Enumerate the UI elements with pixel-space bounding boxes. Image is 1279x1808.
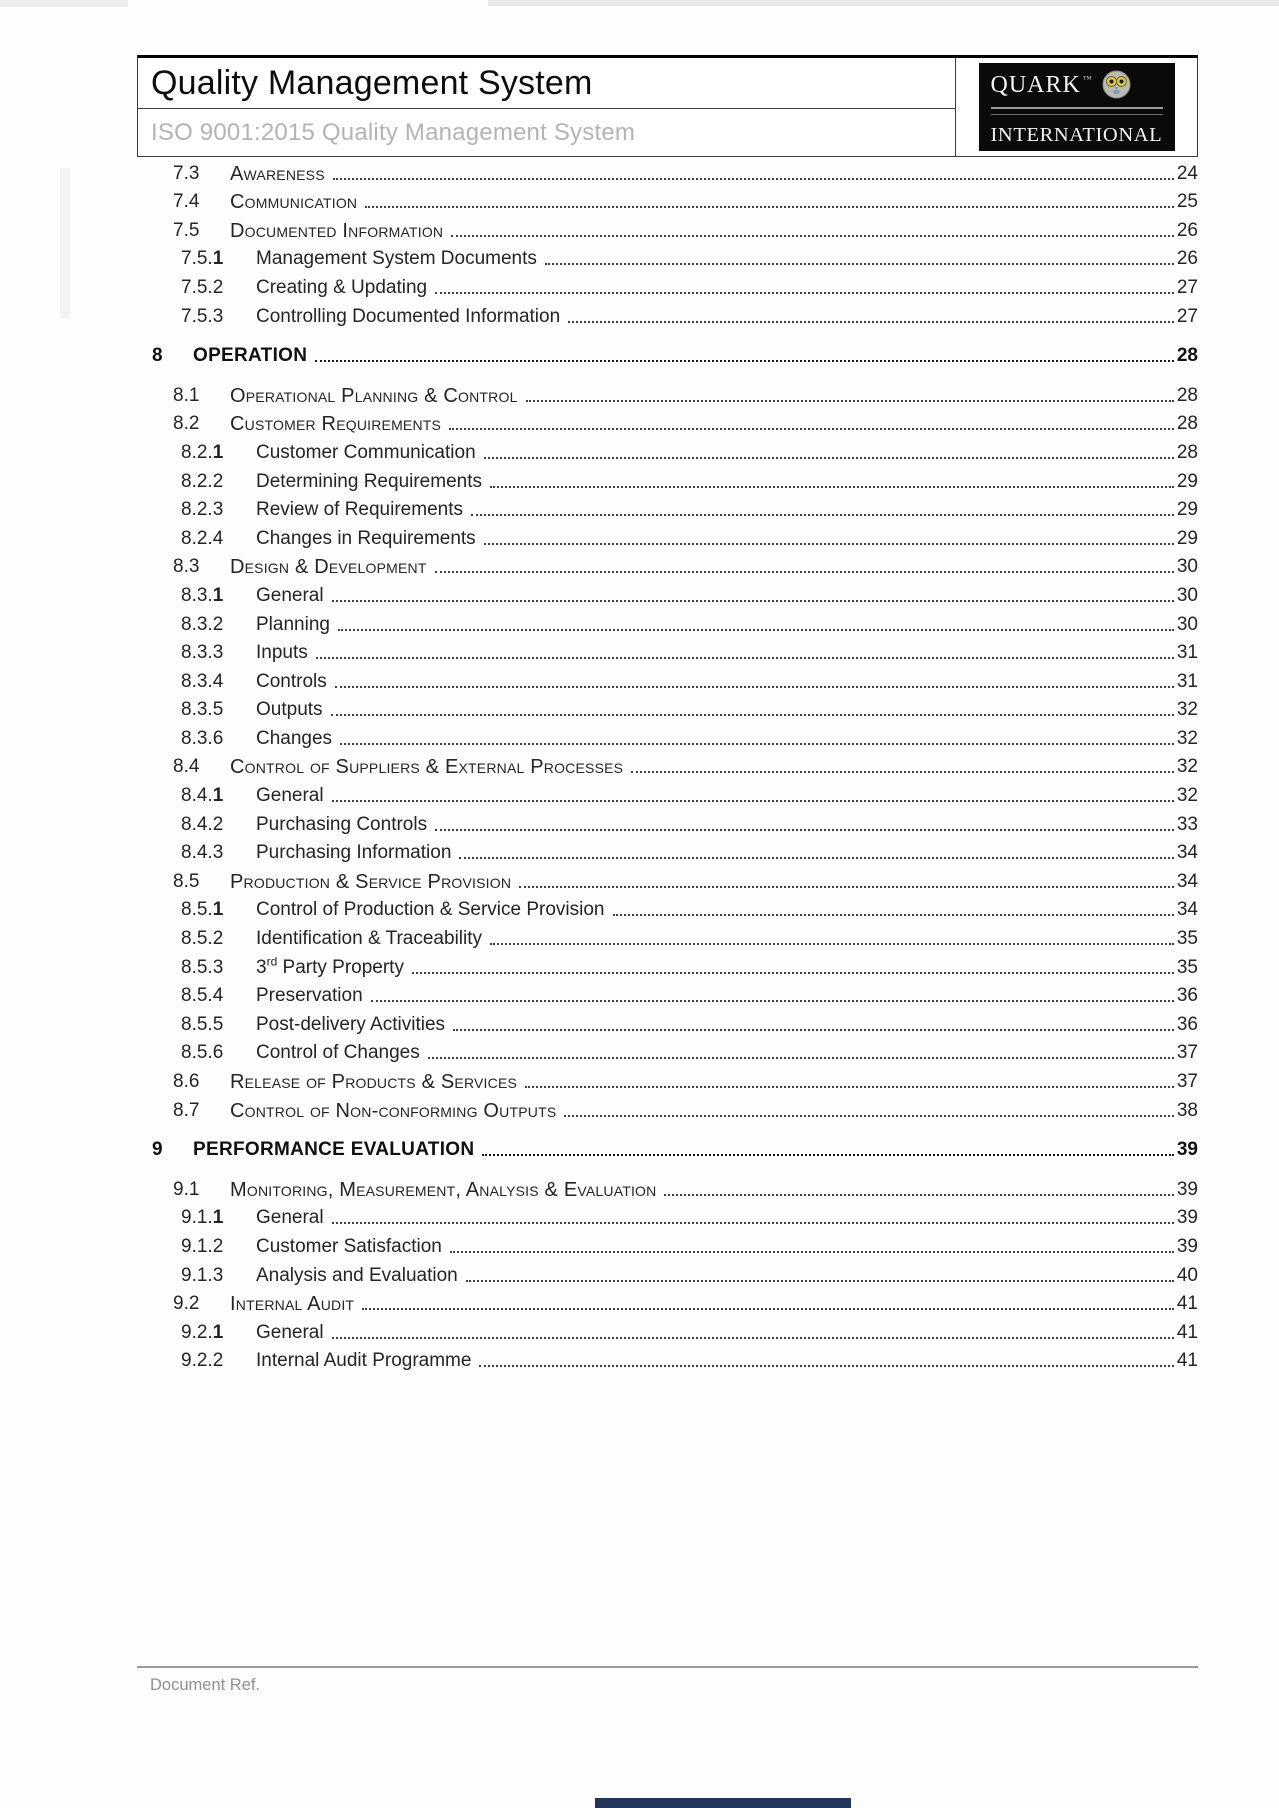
toc-entry-page: 39 <box>1176 1139 1198 1161</box>
toc-entry-page: 30 <box>1176 556 1198 578</box>
toc-leader-dots <box>315 358 1174 362</box>
toc-entry-title: Monitoring, Measurement, Analysis & Evaluation <box>230 1178 657 1201</box>
toc-entry <box>137 1289 1198 1318</box>
toc-entry-page: 30 <box>1176 613 1198 635</box>
trademark-symbol: ™ <box>1082 73 1092 84</box>
header-title-cell <box>138 58 956 109</box>
toc-entry-number: 8.2.4 <box>181 527 224 549</box>
toc-entry-page: 27 <box>1176 276 1198 298</box>
toc-entry-page: 29 <box>1176 499 1198 521</box>
logo-divider <box>991 107 1163 115</box>
toc-leader-dots <box>428 1055 1174 1059</box>
toc-entry <box>137 752 1198 781</box>
toc-entry-page: 39 <box>1176 1178 1198 1200</box>
toc-leader-dots <box>332 1335 1174 1339</box>
toc-entry <box>137 1038 1198 1067</box>
toc-entry-number: 7.5.2 <box>181 276 224 298</box>
toc-entry <box>137 1346 1198 1375</box>
toc-leader-dots <box>484 541 1174 545</box>
toc-entry-title: Operational Planning & Control <box>230 384 518 407</box>
toc-entry-number: 8.2.3 <box>181 499 224 521</box>
toc-entry-title: Review of Requirements <box>256 499 463 521</box>
toc-entry <box>137 1317 1198 1346</box>
toc-entry-number: 8.5 <box>173 870 200 892</box>
toc-leader-dots <box>479 1363 1173 1367</box>
bottom-page-bar <box>595 1798 851 1808</box>
toc-entry-number: 8.2 <box>173 413 200 435</box>
toc-leader-dots <box>451 233 1174 237</box>
toc-leader-dots <box>333 176 1174 180</box>
toc-entry-page: 39 <box>1176 1235 1198 1257</box>
toc-leader-dots <box>490 484 1174 488</box>
toc-entry-title: Purchasing Controls <box>256 813 428 835</box>
toc-entry-number: 8.5.4 <box>181 985 224 1007</box>
toc-entry <box>137 341 1198 370</box>
toc-entry-page: 28 <box>1176 345 1198 367</box>
toc-leader-dots <box>664 1192 1173 1196</box>
toc-entry-page: 28 <box>1176 413 1198 435</box>
toc-entry-title: General <box>256 1207 324 1229</box>
toc-entry-title: 3rd Party Property <box>256 954 404 978</box>
toc-entry <box>137 409 1198 438</box>
toc-entry-number: 9.1 <box>173 1178 200 1200</box>
toc-leader-dots <box>331 712 1174 716</box>
toc-entry <box>137 780 1198 809</box>
toc-entry-number: 8.7 <box>173 1099 200 1121</box>
toc-entry <box>137 895 1198 924</box>
toc-entry <box>137 158 1198 187</box>
toc-entry-page: 30 <box>1176 584 1198 606</box>
page-subtitle: ISO 9001:2015 Quality Management System <box>151 118 636 146</box>
document-header <box>137 55 1198 157</box>
toc-entry <box>137 437 1198 466</box>
toc-entry-number: 8.3 <box>173 556 200 578</box>
toc-entry-page: 33 <box>1176 813 1198 835</box>
toc-entry-page: 27 <box>1176 305 1198 327</box>
toc-entry-number: 8.4.3 <box>181 842 224 864</box>
toc-entry-number: 7.3 <box>173 162 200 184</box>
toc-entry <box>137 466 1198 495</box>
toc-entry <box>137 666 1198 695</box>
toc-leader-dots <box>435 827 1174 831</box>
toc-entry-title: Changes in Requirements <box>256 527 476 549</box>
toc-entry-number: 8 <box>152 345 163 367</box>
toc-entry-title: Management System Documents <box>256 248 537 270</box>
toc-entry <box>137 1260 1198 1289</box>
toc-entry-title: Analysis and Evaluation <box>256 1264 458 1286</box>
toc-entry-number: 8.6 <box>173 1071 200 1092</box>
toc-entry <box>137 1135 1198 1164</box>
toc-entry <box>137 609 1198 638</box>
header-logo-cell <box>956 58 1197 156</box>
toc-entry <box>137 272 1198 301</box>
toc-entry-page: 41 <box>1176 1321 1198 1343</box>
toc-leader-dots <box>338 627 1174 631</box>
toc-entry-title: General <box>256 584 324 606</box>
toc-entry-number: 8.5.6 <box>181 1042 224 1064</box>
toc-entry-number: 9.1.1 <box>181 1207 224 1229</box>
toc-entry <box>137 580 1198 609</box>
toc-entry-title: Changes <box>256 727 333 749</box>
header-subtitle-cell <box>138 109 956 156</box>
toc-entry <box>137 809 1198 838</box>
toc-entry-page: 39 <box>1176 1207 1198 1229</box>
toc-entry-page: 40 <box>1176 1264 1198 1286</box>
toc-entry-page: 32 <box>1176 785 1198 807</box>
toc-entry-title: Release of Products & Services <box>230 1071 518 1093</box>
toc-entry-title: Design & Development <box>230 556 427 579</box>
toc-entry-number: 7.5.1 <box>181 248 224 270</box>
toc-entry-number: 9.1.3 <box>181 1264 224 1286</box>
scan-artifact <box>60 168 70 318</box>
toc-entry <box>137 1095 1198 1124</box>
toc-entry-page: 36 <box>1176 985 1198 1007</box>
toc-entry-page: 29 <box>1176 470 1198 492</box>
toc-entry-page: 32 <box>1176 727 1198 749</box>
toc-leader-dots <box>435 569 1174 573</box>
toc-entry-page: 34 <box>1176 899 1198 921</box>
toc-entry-number: 9.1.2 <box>181 1235 224 1257</box>
toc-leader-dots <box>466 1278 1174 1282</box>
toc-entry-title: Controlling Documented Information <box>256 305 561 327</box>
toc-leader-dots <box>371 998 1174 1002</box>
toc-entry-page: 32 <box>1176 699 1198 721</box>
toc-entry-page: 26 <box>1176 219 1198 241</box>
toc-leader-dots <box>365 204 1174 208</box>
toc-entry-title: Production & Service Provision <box>230 870 512 893</box>
toc-leader-dots <box>332 1220 1174 1224</box>
toc-leader-dots <box>450 1249 1174 1253</box>
toc-entry-number: 7.5.3 <box>181 305 224 327</box>
toc-entry-title: Creating & Updating <box>256 276 428 298</box>
toc-entry <box>137 1231 1198 1260</box>
toc-entry <box>137 638 1198 667</box>
toc-entry-title: Inputs <box>256 642 308 664</box>
toc-entry-number: 8.3.2 <box>181 613 224 635</box>
toc-entry-page: 31 <box>1176 670 1198 692</box>
toc-entry-page: 37 <box>1176 1042 1198 1064</box>
toc-entry-page: 32 <box>1176 756 1198 778</box>
toc-entry-title: Preservation <box>256 985 363 1007</box>
toc-entry-title: Identification & Traceability <box>256 928 483 950</box>
toc-entry <box>137 301 1198 330</box>
toc-entry-number: 8.3.3 <box>181 642 224 664</box>
toc-entry-number: 8.5.1 <box>181 899 224 921</box>
toc-entry-number: 8.4.1 <box>181 785 224 807</box>
toc-leader-dots <box>568 319 1174 323</box>
toc-entry-number: 8.5.3 <box>181 956 224 978</box>
toc-leader-dots <box>484 455 1174 459</box>
toc-entry-title: Determining Requirements <box>256 470 482 492</box>
toc-leader-dots <box>519 884 1174 888</box>
document-ref-label: Document Ref. <box>150 1676 261 1694</box>
toc-leader-dots <box>332 598 1174 602</box>
toc-entry-page: 41 <box>1176 1293 1198 1315</box>
toc-entry-number: 9.2.1 <box>181 1321 224 1343</box>
toc-entry <box>137 1174 1198 1203</box>
toc-entry-number: 8.4.2 <box>181 813 224 835</box>
owl-face-icon <box>1102 70 1131 99</box>
toc-entry <box>137 1203 1198 1232</box>
toc-leader-dots <box>525 1084 1174 1088</box>
toc-leader-dots <box>453 1027 1174 1031</box>
toc-entry-title: Communication <box>230 191 358 214</box>
toc-entry <box>137 215 1198 244</box>
toc-entry-title: Planning <box>256 613 330 635</box>
toc-entry-number: 8.3.5 <box>181 699 224 721</box>
toc-entry-page: 34 <box>1176 842 1198 864</box>
toc-entry <box>137 838 1198 867</box>
toc-entry-title: OPERATION <box>193 345 308 367</box>
toc-entry-number: 8.4 <box>173 756 200 778</box>
toc-entry-number: 8.3.4 <box>181 670 224 692</box>
toc-entry-page: 34 <box>1176 870 1198 892</box>
toc-entry-title: Control of Non-conforming Outputs <box>230 1099 557 1122</box>
company-logo <box>979 63 1175 151</box>
toc-entry <box>137 866 1198 895</box>
toc-leader-dots <box>613 912 1174 916</box>
toc-entry <box>137 1009 1198 1038</box>
toc-leader-dots <box>449 426 1174 430</box>
toc-entry-page: 28 <box>1176 441 1198 463</box>
toc-entry-number: 8.1 <box>173 384 200 406</box>
toc-entry-page: 41 <box>1176 1350 1198 1372</box>
toc-leader-dots <box>435 290 1174 294</box>
toc-entry <box>137 187 1198 216</box>
toc-entry-title: Internal Audit <box>230 1293 355 1316</box>
toc-leader-dots <box>545 261 1174 265</box>
table-of-contents <box>137 158 1198 1374</box>
toc-entry-title: General <box>256 785 324 807</box>
toc-entry-title: Control of Changes <box>256 1042 420 1064</box>
toc-entry-title: PERFORMANCE EVALUATION <box>193 1139 475 1161</box>
toc-entry <box>137 523 1198 552</box>
toc-entry-number: 7.5 <box>173 219 200 241</box>
toc-leader-dots <box>316 655 1174 659</box>
toc-entry-number: 8.5.5 <box>181 1013 224 1035</box>
toc-entry-page: 31 <box>1176 642 1198 664</box>
toc-entry-page: 28 <box>1176 384 1198 406</box>
toc-entry-title: Internal Audit Programme <box>256 1350 472 1372</box>
toc-leader-dots <box>490 941 1174 945</box>
toc-entry-page: 35 <box>1176 956 1198 978</box>
toc-entry <box>137 981 1198 1010</box>
toc-leader-dots <box>340 741 1174 745</box>
toc-entry-page: 25 <box>1176 191 1198 213</box>
toc-entry-number: 7.4 <box>173 191 200 213</box>
toc-entry-number: 8.3.1 <box>181 584 224 606</box>
toc-entry <box>137 495 1198 524</box>
toc-leader-dots <box>335 684 1174 688</box>
toc-entry-page: 38 <box>1176 1099 1198 1121</box>
toc-entry-number: 9.2.2 <box>181 1350 224 1372</box>
toc-entry-title: General <box>256 1321 324 1343</box>
toc-entry-page: 37 <box>1176 1071 1198 1092</box>
toc-entry-page: 24 <box>1176 162 1198 184</box>
toc-entry-title: Awareness <box>230 162 325 185</box>
toc-entry-number: 9.2 <box>173 1293 200 1315</box>
toc-entry-number: 8.2.1 <box>181 441 224 463</box>
toc-entry <box>137 695 1198 724</box>
logo-company-name: QUARK <box>990 71 1081 98</box>
toc-entry <box>137 380 1198 409</box>
toc-entry-page: 26 <box>1176 248 1198 270</box>
toc-leader-dots <box>332 798 1174 802</box>
logo-company-subname: INTERNATIONAL <box>990 123 1163 146</box>
toc-entry-title: Customer Communication <box>256 441 476 463</box>
toc-leader-dots <box>471 512 1174 516</box>
scan-artifact <box>0 0 128 7</box>
toc-entry-title: Documented Information <box>230 219 444 242</box>
toc-entry-page: 36 <box>1176 1013 1198 1035</box>
toc-leader-dots <box>526 398 1174 402</box>
toc-entry-number: 8.2.2 <box>181 470 224 492</box>
toc-entry <box>137 552 1198 581</box>
toc-entry-number: 8.3.6 <box>181 727 224 749</box>
toc-entry-title: Customer Satisfaction <box>256 1235 442 1257</box>
toc-entry <box>137 1066 1198 1095</box>
toc-leader-dots <box>362 1306 1174 1310</box>
toc-entry <box>137 952 1198 981</box>
toc-leader-dots <box>412 970 1174 974</box>
toc-entry-number: 8.5.2 <box>181 928 224 950</box>
toc-entry-title: Customer Requirements <box>230 413 442 436</box>
toc-leader-dots <box>482 1152 1173 1156</box>
toc-entry-page: 29 <box>1176 527 1198 549</box>
page-title: Quality Management System <box>151 63 593 102</box>
toc-entry-title: Outputs <box>256 699 323 721</box>
toc-entry-title: Control of Suppliers & External Processes <box>230 756 624 779</box>
toc-entry <box>137 923 1198 952</box>
toc-entry-page: 35 <box>1176 928 1198 950</box>
toc-entry-number: 9 <box>152 1139 163 1161</box>
toc-leader-dots <box>459 855 1173 859</box>
toc-entry-title: Control of Production & Service Provision <box>256 899 605 921</box>
footer-divider <box>137 1666 1198 1668</box>
toc-entry-title: Purchasing Information <box>256 842 452 864</box>
toc-entry <box>137 723 1198 752</box>
toc-leader-dots <box>564 1113 1173 1117</box>
scan-artifact <box>488 0 1279 6</box>
toc-leader-dots <box>631 769 1174 773</box>
toc-entry-title: Post-delivery Activities <box>256 1013 446 1035</box>
toc-entry <box>137 244 1198 273</box>
toc-entry-title: Controls <box>256 670 327 692</box>
